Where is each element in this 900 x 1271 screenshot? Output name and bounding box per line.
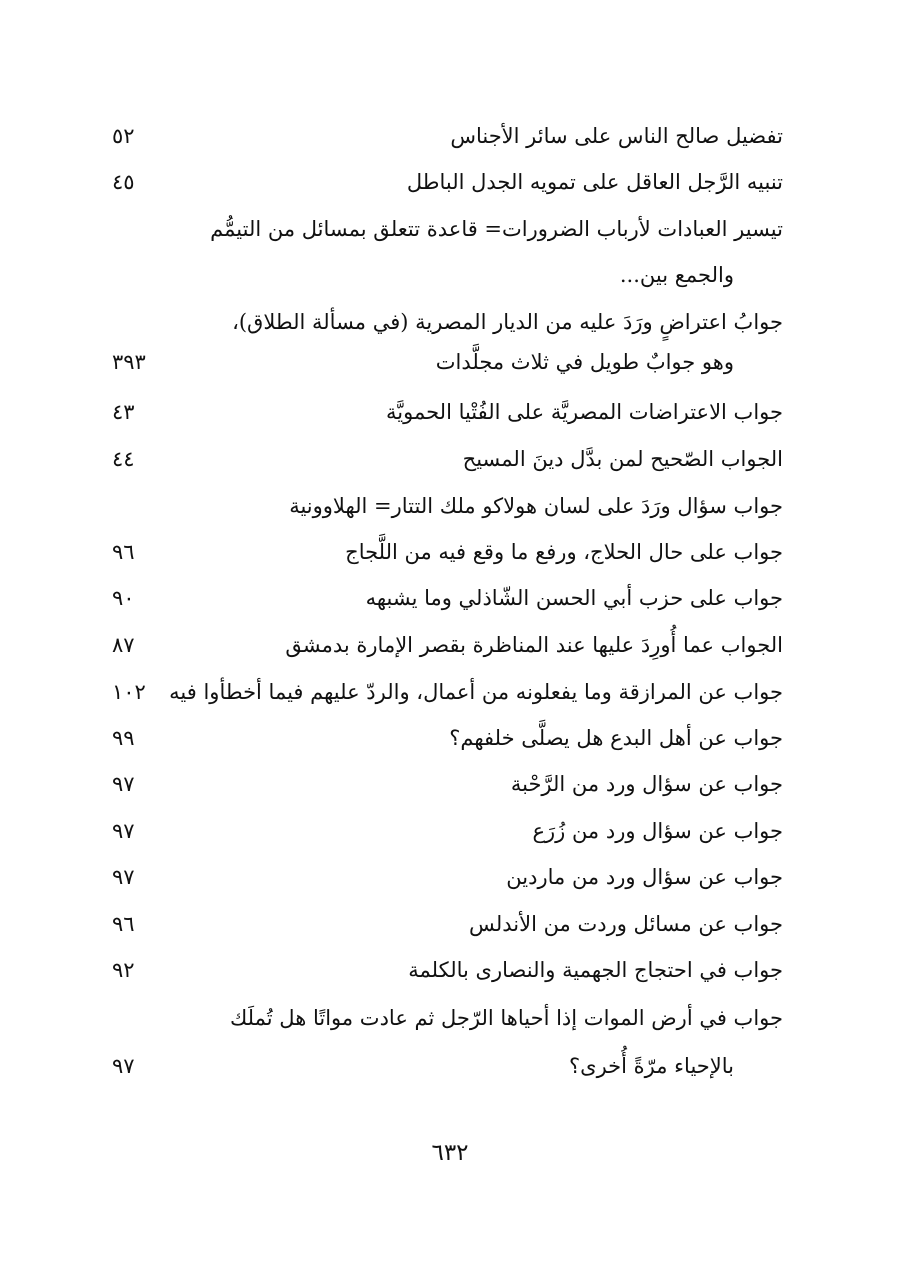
index-entry [0,908,900,940]
entry-title: جواب في أرض الموات إذا أحياها الرّجل ثم عادت مواتًا هل تُملَك [229,1006,783,1030]
index-entry [0,629,900,661]
entry-title: جواب سؤال ورَدَ على لسان هولاكو ملك التتار= الهلاوونية [289,494,783,518]
page-number: ٦٣٢ [431,1140,469,1166]
entry-title: جواب عن المرازقة وما يفعلونه من أعمال، والردّ عليهم فيما أخطأوا فيه [169,680,783,704]
entry-title: جواب على حزب أبي الحسن الشّاذلي وما يشبهه [365,586,783,610]
entry-page-number: ٨٧ [112,633,135,657]
entry-page-number: ٤٣ [112,400,135,424]
entry-page-number: ٩٧ [112,865,135,889]
index-entry [0,768,900,800]
index-entry [0,954,900,986]
entry-page-number: ٥٢ [112,124,135,148]
index-entry [0,536,900,568]
entry-page-number: ٩٠ [112,586,135,610]
entry-page-number: ٩٩ [112,726,135,750]
entry-title: تنبيه الرَّجل العاقل على تمويه الجدل الباطل [406,170,783,194]
index-entry [0,815,900,847]
index-entry [0,582,900,614]
index-entry [0,490,900,522]
entry-title: جواب الاعتراضات المصريَّة على الفُتْيا الحمويَّة [386,400,783,424]
index-entry [0,120,900,152]
index-entry [0,396,900,428]
entry-page-number: ٤٥ [112,170,135,194]
entry-title: جواب عن سؤال ورد من زُرَع [532,819,783,843]
entry-title: الجواب عما أُورِدَ عليها عند المناظرة بقصر الإمارة بدمشق [285,633,783,657]
entry-page-number: ٩٧ [112,772,135,796]
entry-title: تيسير العبادات لأرباب الضرورات= قاعدة تتعلق بمسائل من التيمُّم [210,217,783,241]
index-entry [0,166,900,198]
index-entry [0,676,900,708]
index-entry [0,213,900,293]
index-entry [0,306,900,386]
entry-title: جواب عن مسائل وردت من الأندلس [469,912,783,936]
entry-page-number: ٤٤ [112,447,135,471]
entry-title-continuation: بالإحياء مرّةً أُخرى؟ [569,1054,734,1078]
index-entry [0,861,900,893]
entry-page-number: ٣٩٣ [112,350,146,374]
entry-title: جواب على حال الحلاج، ورفع ما وقع فيه من اللَّجاج [345,540,783,564]
entry-title: الجواب الصّحيح لمن بدَّل دينَ المسيح [462,447,783,471]
entry-page-number: ٩٦ [112,540,135,564]
entry-title: جواب عن أهل البدع هل يصلَّى خلفهم؟ [449,726,783,750]
index-entry [0,1000,900,1090]
entry-title: جوابُ اعتراضٍ ورَدَ عليه من الديار المصرية (في مسألة الطلاق)، [232,310,783,334]
entry-page-number: ١٠٢ [112,680,146,704]
index-entry [0,722,900,754]
entry-title-continuation: والجمع بين... [619,263,734,287]
entry-page-number: ٩٧ [112,1054,135,1078]
entry-page-number: ٩٧ [112,819,135,843]
entry-title: جواب عن سؤال ورد من الرَّحْبة [510,772,783,796]
entry-title-continuation: وهو جوابٌ طويل في ثلاث مجلَّدات [435,350,734,374]
entry-title: جواب عن سؤال ورد من ماردين [506,865,783,889]
entry-title: جواب في احتجاج الجهمية والنصارى بالكلمة [408,958,783,982]
entry-page-number: ٩٢ [112,958,135,982]
entry-title: تفضيل صالح الناس على سائر الأجناس [450,124,783,148]
index-entry [0,443,900,475]
entry-page-number: ٩٦ [112,912,135,936]
